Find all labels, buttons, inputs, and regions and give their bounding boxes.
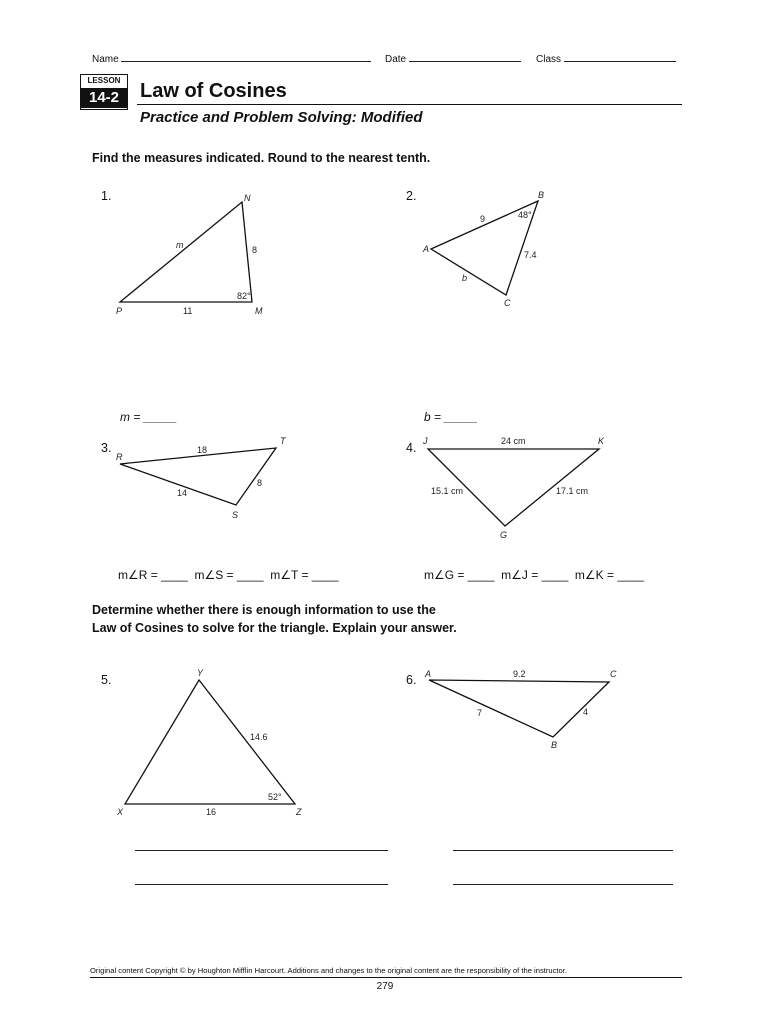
vertex-s-label: S	[232, 510, 239, 520]
problem-1-answer[interactable]: m = _____	[120, 410, 178, 424]
side-ab-label: 7	[477, 708, 483, 718]
triangle-4	[422, 436, 605, 540]
vertex-n-label: N	[244, 193, 251, 203]
side-m-label: m	[176, 240, 184, 250]
triangle-6	[424, 669, 617, 750]
side-jg-label: 15.1 cm	[431, 486, 464, 496]
problem-2-number: 2.	[406, 189, 417, 203]
problem-4-number: 4.	[406, 441, 417, 455]
vertex-x-label: X	[117, 807, 124, 817]
problem-2-answer[interactable]: b = _____	[424, 410, 478, 424]
triangle-5	[116, 668, 302, 817]
side-bc-label: 7.4	[524, 250, 537, 260]
side-rt-label: 18	[197, 445, 208, 455]
page-title: Law of Cosines	[140, 80, 287, 102]
triangle-6-shape	[429, 680, 609, 737]
side-yz-label: 14.6	[250, 732, 268, 742]
side-pm-label: 11	[183, 306, 193, 316]
footer-rule	[90, 977, 682, 978]
problem-3-answer[interactable]: m∠R = ____ m∠S = ____ m∠T = ____	[118, 568, 339, 582]
side-ac-label: 9.2	[513, 669, 526, 679]
vertex-m-label: M	[255, 306, 263, 316]
vertex-t-label: T	[280, 436, 286, 446]
angle-m-label: 82°	[237, 291, 251, 301]
vertex-r-label: R	[116, 452, 123, 462]
triangle-3	[116, 436, 287, 520]
section2-instruction-line1: Determine whether there is enough information to use the	[92, 603, 436, 617]
problem-1-number: 1.	[101, 189, 112, 203]
copyright-notice: Original content Copyright © by Houghton Mifflin Harcourt. Additions and changes to the original content are the responsibility of the instructor.	[90, 966, 567, 975]
side-st-label: 8	[257, 478, 263, 488]
vertex-j-label: J	[423, 436, 428, 446]
side-xz-label: 16	[206, 807, 217, 817]
lesson-number: 14-2	[80, 88, 128, 108]
side-ab-label: 9	[480, 214, 486, 224]
lesson-word: LESSON	[87, 76, 121, 85]
section1-instruction: Find the measures indicated. Round to the nearest tenth.	[92, 151, 431, 165]
triangle-2	[422, 190, 544, 308]
problem-4-answer[interactable]: m∠G = ____ m∠J = ____ m∠K = ____	[424, 568, 645, 582]
triangle-1-shape	[120, 202, 252, 302]
vertex-p-label: P	[116, 306, 123, 316]
vertex-c-label: C	[610, 669, 617, 679]
vertex-g-label: G	[500, 530, 508, 540]
side-nm-label: 8	[252, 245, 258, 255]
triangle-1	[116, 193, 263, 316]
vertex-b-label: B	[551, 740, 558, 750]
vertex-a-label: A	[425, 669, 432, 679]
vertex-a-label: A	[423, 244, 430, 254]
vertex-b-label: B	[538, 190, 545, 200]
vertex-z-label: Z	[296, 807, 302, 817]
side-b-label: b	[462, 273, 468, 283]
triangle-3-shape	[120, 448, 276, 505]
angle-z-label: 52°	[268, 792, 282, 802]
side-rs-label: 14	[177, 488, 188, 498]
problem-5-number: 5.	[101, 673, 112, 687]
triangle-5-shape	[125, 680, 295, 804]
problem-6-number: 6.	[406, 673, 417, 687]
page-number: 279	[376, 981, 394, 992]
date-label: Date	[385, 54, 407, 65]
name-label: Name	[92, 54, 119, 65]
vertex-k-label: K	[598, 436, 605, 446]
class-label: Class	[536, 54, 562, 65]
angle-b-label: 48°	[518, 210, 532, 220]
page-subtitle: Practice and Problem Solving: Modified	[140, 109, 423, 126]
side-bc-label: 4	[583, 707, 589, 717]
vertex-y-label: Y	[197, 668, 204, 678]
vertex-c-label: C	[504, 298, 511, 308]
side-jk-label: 24 cm	[501, 436, 526, 446]
problem-3-number: 3.	[101, 441, 112, 455]
section2-instruction-line2: Law of Cosines to solve for the triangle. Explain your answer.	[92, 621, 457, 635]
side-kg-label: 17.1 cm	[556, 486, 589, 496]
